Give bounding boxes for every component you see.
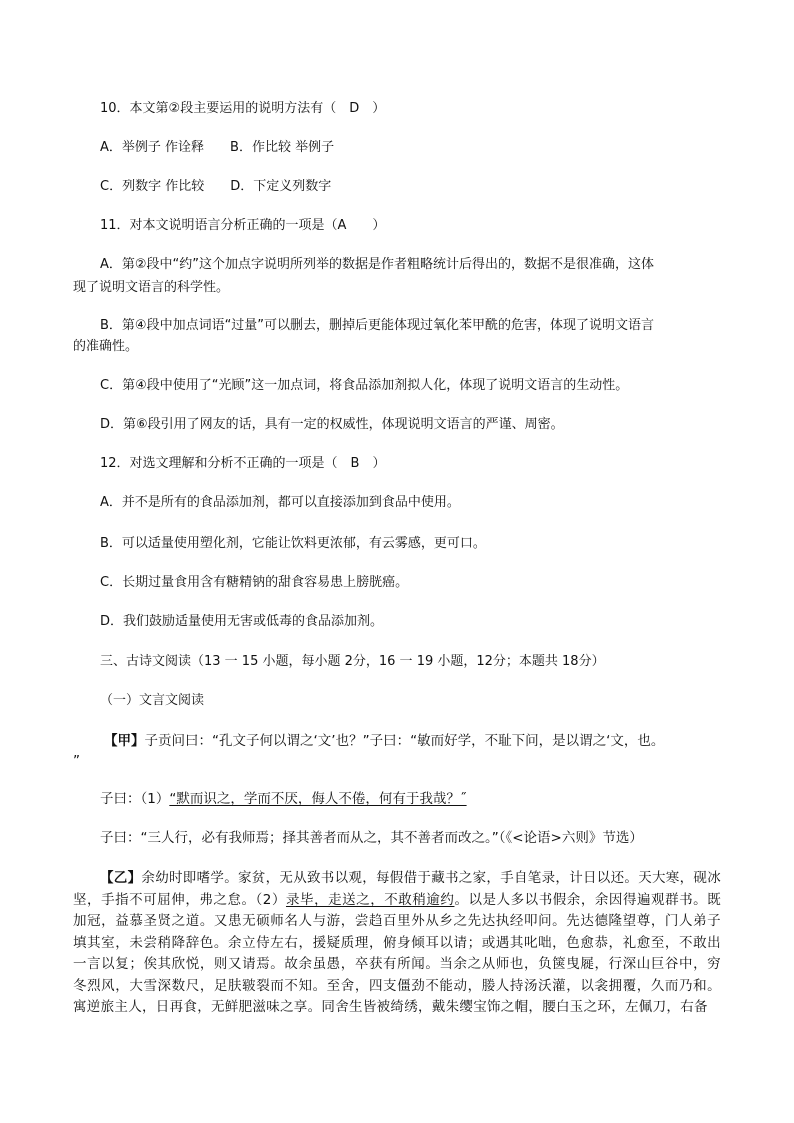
section3-heading: 三、古诗文阅读（13 一 15 小题，每小题 2分，16 一 19 小题，12分；本题共 18分） — [100, 654, 605, 669]
q12-option-d: D．我们鼓励适量使用无害或低毒的食品添加剂。 — [100, 614, 384, 629]
q11-option-a-line2: 现了说明文语言的科学性。 — [73, 280, 230, 295]
yi-text-rest: 。以是人多以书假余，余因得遍观群书。既加冠，益慕圣贤之道。又患无硕师名人与游，尝趋百里外从乡之先达执经叩问。先达德隆望尊，门人弟子填其室，未尝稍降辞色。余立侍左右，援疑质理，俯身倾耳以请；或遇其叱咄，色愈恭，礼愈至，不敢出一言以复；俟其欣悦，则又请焉。故余虽愚，卒获有所闻。当余之从师也，负箧曳屣，行深山巨谷中，穷冬烈风，大雪深数尺，足肤皲裂而不知。至舍，四支僵劲不能动，媵人持汤沃灌，以衾拥覆，久而乃和。寓逆旅主人，日再食，无鲜肥滋味之享。同舍生皆被绮绣，戴朱缨宝饰之帽，腰白玉之环，左佩刀，右备 — [73, 891, 721, 1015]
jia-line1-text: 子贡问曰：“孔文子何以谓之‘文’也？”子曰：“敏而好学，不耻下问，是以谓之‘文，也。 — [144, 733, 665, 749]
yi-tag: 【乙】 — [100, 870, 142, 886]
q12-option-c: C．长期过量食用含有糖精钠的甜食容易患上膀胱癌。 — [100, 575, 409, 590]
q11-stem: 11．对本文说明语言分析正确的一项是（A ） — [100, 218, 386, 233]
q10-options-row1: A．举例子 作诠释 B．作比较 举例子 — [100, 140, 335, 155]
jia-line1 — [104, 732, 704, 751]
jia-line2-underlined: “默而识之，学而不厌，侮人不倦，何有于我哉？˝ — [169, 791, 467, 807]
jia-line1-cont: ” — [73, 753, 80, 769]
yi-text-underlined: 录毕，走送之，不敢稍逾约 — [285, 891, 455, 908]
q11-option-d: D．第⑥段引用了网友的话，具有一定的权威性，体现说明文语言的严谨、周密。 — [100, 417, 564, 432]
yi-text-start: 余幼时即嗜学。家贫，无从致书以观，每假借于藏书之家，手自笔录，计日以还。天大寒，砚冰坚，手指不可屈伸，弗之怠。（2） — [73, 870, 722, 908]
jia-line3: 子曰：“三人行，必有我师焉；择其善者而从之，其不善者而改之。”（《<论语>六则》节选） — [100, 830, 643, 846]
q12-stem: 12．对选文理解和分析不正确的一项是（ B ） — [100, 456, 386, 471]
q11-option-b-line1: B．第④段中加点词语“过量”可以删去，删掉后更能体现过氧化苯甲酰的危害，体现了说明文语言 — [100, 318, 655, 333]
section3-sub1: （一）文言文阅读 — [100, 693, 205, 708]
q12-option-a: A．并不是所有的食品添加剂，都可以直接添加到食品中使用。 — [100, 495, 460, 510]
q11-option-c: C．第④段中使用了“光顾”这一加点词，将食品添加剂拟人化，体现了说明文语言的生动性。 — [100, 378, 629, 393]
q10-options-row2: C．列数字 作比较 D．下定义列数字 — [100, 179, 332, 194]
q11-option-a-line1: A．第②段中“约”这个加点字说明所列举的数据是作者粗略统计后得出的，数据不是很准确，这体 — [100, 257, 655, 272]
q10-stem: 10．本文第②段主要运用的说明方法有（ D ） — [100, 101, 386, 116]
jia-line2 — [100, 790, 700, 809]
jia-tag: 【甲】 — [104, 733, 145, 749]
q11-option-b-line2: 的准确性。 — [73, 339, 139, 354]
yi-paragraph — [73, 868, 721, 1019]
q12-option-b: B．可以适量使用塑化剂，它能让饮料更浓郁，有云雾感，更可口。 — [100, 536, 486, 551]
jia-line2-prefix: 子曰：（1） — [100, 791, 170, 807]
